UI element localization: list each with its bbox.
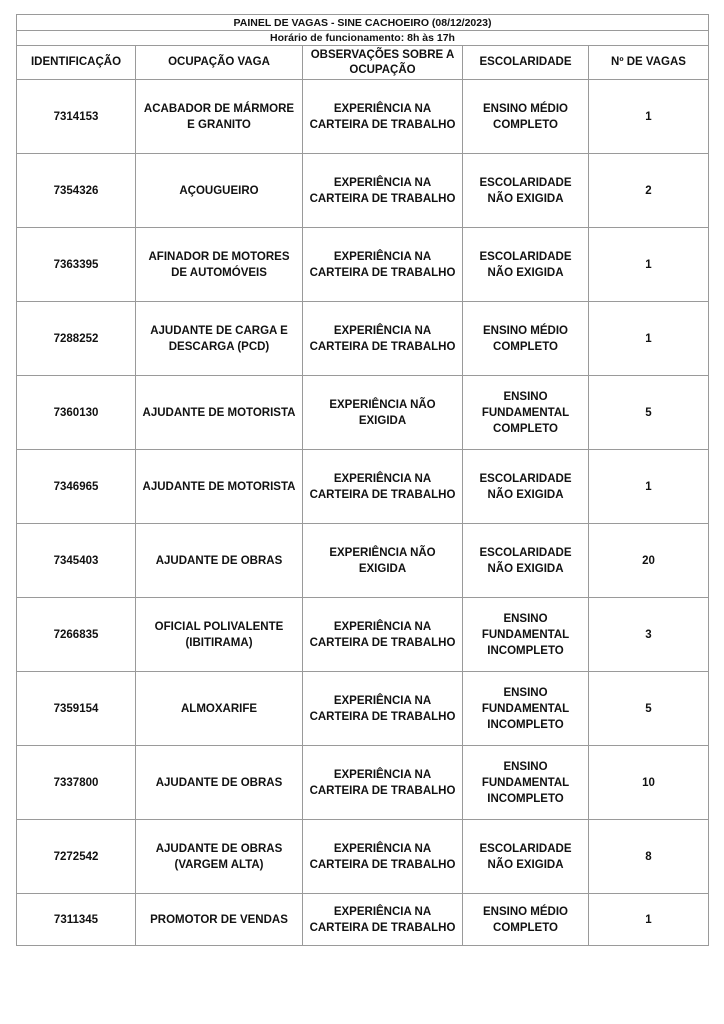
job-id-cell: 7288252 (17, 302, 136, 376)
job-id-cell: 7354326 (17, 154, 136, 228)
table-row (17, 820, 709, 894)
job-id-cell: 7314153 (17, 80, 136, 154)
notes-cell: EXPERIÊNCIA NA CARTEIRA DE TRABALHO (303, 894, 463, 946)
job-id-cell: 7359154 (17, 672, 136, 746)
table-row (17, 524, 709, 598)
table-row (17, 894, 709, 946)
vacancies-cell: 10 (589, 746, 709, 820)
title-row (17, 15, 709, 31)
schooling-cell: ESCOLARIDADE NÃO EXIGIDA (463, 228, 589, 302)
notes-cell: EXPERIÊNCIA NA CARTEIRA DE TRABALHO (303, 820, 463, 894)
occupation-cell: AJUDANTE DE MOTORISTA (136, 376, 303, 450)
vacancies-cell: 3 (589, 598, 709, 672)
column-header-vacancies: Nº DE VAGAS (589, 46, 709, 80)
schooling-cell: ENSINO FUNDAMENTAL INCOMPLETO (463, 598, 589, 672)
notes-cell: EXPERIÊNCIA NA CARTEIRA DE TRABALHO (303, 302, 463, 376)
occupation-cell: AFINADOR DE MOTORES DE AUTOMÓVEIS (136, 228, 303, 302)
occupation-cell: AJUDANTE DE OBRAS (136, 524, 303, 598)
table-row (17, 80, 709, 154)
table-row (17, 746, 709, 820)
vacancies-cell: 8 (589, 820, 709, 894)
column-header-occupation: OCUPAÇÃO VAGA (136, 46, 303, 80)
notes-cell: EXPERIÊNCIA NÃO EXIGIDA (303, 524, 463, 598)
vacancies-cell: 1 (589, 302, 709, 376)
occupation-cell: AÇOUGUEIRO (136, 154, 303, 228)
table-row (17, 450, 709, 524)
notes-cell: EXPERIÊNCIA NA CARTEIRA DE TRABALHO (303, 154, 463, 228)
notes-cell: EXPERIÊNCIA NA CARTEIRA DE TRABALHO (303, 228, 463, 302)
job-id-cell: 7272542 (17, 820, 136, 894)
job-id-cell: 7337800 (17, 746, 136, 820)
schooling-cell: ENSINO FUNDAMENTAL INCOMPLETO (463, 672, 589, 746)
notes-cell: EXPERIÊNCIA NÃO EXIGIDA (303, 376, 463, 450)
schooling-cell: ENSINO MÉDIO COMPLETO (463, 894, 589, 946)
occupation-cell: ACABADOR DE MÁRMORE E GRANITO (136, 80, 303, 154)
table-row (17, 154, 709, 228)
occupation-cell: AJUDANTE DE OBRAS (136, 746, 303, 820)
vacancies-cell: 20 (589, 524, 709, 598)
notes-cell: EXPERIÊNCIA NA CARTEIRA DE TRABALHO (303, 450, 463, 524)
table-row (17, 228, 709, 302)
job-id-cell: 7360130 (17, 376, 136, 450)
schooling-cell: ESCOLARIDADE NÃO EXIGIDA (463, 154, 589, 228)
schooling-cell: ENSINO FUNDAMENTAL COMPLETO (463, 376, 589, 450)
column-header-row (17, 46, 709, 80)
table-body (17, 15, 709, 946)
occupation-cell: AJUDANTE DE MOTORISTA (136, 450, 303, 524)
schooling-cell: ENSINO MÉDIO COMPLETO (463, 302, 589, 376)
schooling-cell: ESCOLARIDADE NÃO EXIGIDA (463, 820, 589, 894)
vacancies-cell: 5 (589, 672, 709, 746)
notes-cell: EXPERIÊNCIA NA CARTEIRA DE TRABALHO (303, 598, 463, 672)
table-row (17, 376, 709, 450)
vacancies-cell: 1 (589, 80, 709, 154)
job-id-cell: 7363395 (17, 228, 136, 302)
schooling-cell: ESCOLARIDADE NÃO EXIGIDA (463, 524, 589, 598)
vacancies-cell: 1 (589, 894, 709, 946)
notes-cell: EXPERIÊNCIA NA CARTEIRA DE TRABALHO (303, 672, 463, 746)
occupation-cell: AJUDANTE DE CARGA E DESCARGA (PCD) (136, 302, 303, 376)
table-row (17, 672, 709, 746)
table-row (17, 302, 709, 376)
schooling-cell: ESCOLARIDADE NÃO EXIGIDA (463, 450, 589, 524)
vacancy-table (16, 14, 709, 946)
panel-title: PAINEL DE VAGAS - SINE CACHOEIRO (08/12/2023) (17, 15, 709, 31)
column-header-schooling: ESCOLARIDADE (463, 46, 589, 80)
occupation-cell: ALMOXARIFE (136, 672, 303, 746)
occupation-cell: AJUDANTE DE OBRAS (VARGEM ALTA) (136, 820, 303, 894)
column-header-notes: OBSERVAÇÕES SOBRE A OCUPAÇÃO (303, 46, 463, 80)
vacancies-cell: 1 (589, 228, 709, 302)
vacancies-cell: 2 (589, 154, 709, 228)
notes-cell: EXPERIÊNCIA NA CARTEIRA DE TRABALHO (303, 746, 463, 820)
vacancies-cell: 5 (589, 376, 709, 450)
occupation-cell: PROMOTOR DE VENDAS (136, 894, 303, 946)
opening-hours: Horário de funcionamento: 8h às 17h (17, 31, 709, 46)
vacancies-cell: 1 (589, 450, 709, 524)
job-id-cell: 7345403 (17, 524, 136, 598)
hours-row (17, 31, 709, 46)
schooling-cell: ENSINO MÉDIO COMPLETO (463, 80, 589, 154)
column-header-id: IDENTIFICAÇÃO (17, 46, 136, 80)
table-row (17, 598, 709, 672)
notes-cell: EXPERIÊNCIA NA CARTEIRA DE TRABALHO (303, 80, 463, 154)
job-id-cell: 7346965 (17, 450, 136, 524)
job-id-cell: 7266835 (17, 598, 136, 672)
occupation-cell: OFICIAL POLIVALENTE (IBITIRAMA) (136, 598, 303, 672)
schooling-cell: ENSINO FUNDAMENTAL INCOMPLETO (463, 746, 589, 820)
job-id-cell: 7311345 (17, 894, 136, 946)
